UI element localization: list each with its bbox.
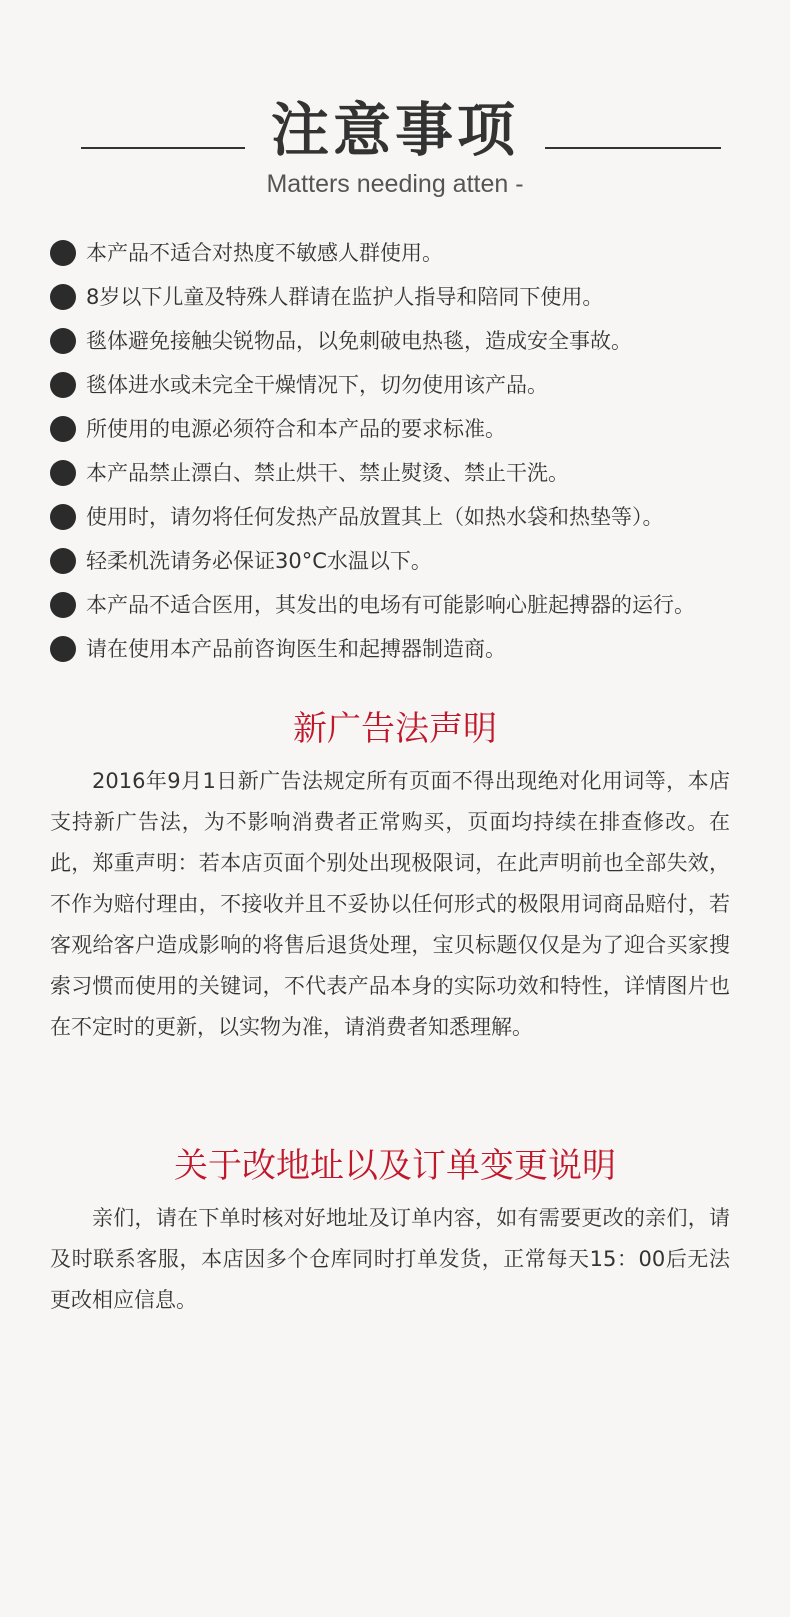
note-text: 本产品不适合对热度不敏感人群使用。	[86, 241, 443, 265]
note-text: 本产品禁止漂白、禁止烘干、禁止熨烫、禁止干洗。	[86, 461, 569, 485]
bullet-icon	[50, 548, 76, 574]
page-title: 注意事项	[270, 96, 519, 164]
bullet-icon	[50, 460, 76, 486]
ad-law-body: 2016年9月1日新广告法规定所有页面不得出现绝对化用词等，本店支持新广告法，为不影响消费者正常购买，页面均持续在排查修改。在此，郑重声明：若本店页面个别处出现极限词，在此声明前也全部失效，不作为赔付理由，不接收并且不妥协以任何形式的极限用词商品赔付，若客观给客户造成影响的将售后退货处理，宝贝标题仅仅是为了迎合买家搜索习惯而使用的关键词，不代表产品本身的实际功效和特性，详情图片也在不定时的更新，以实物为准，请消费者知悉理解。	[50, 769, 730, 1039]
address-change-title: 关于改地址以及订单变更说明	[174, 1146, 616, 1186]
note-text: 所使用的电源必须符合和本产品的要求标准。	[86, 417, 506, 441]
bullet-icon	[50, 284, 76, 310]
note-item	[50, 370, 785, 414]
note-item	[50, 590, 785, 634]
note-item	[50, 502, 785, 546]
header	[0, 95, 790, 165]
note-item	[50, 458, 785, 502]
note-text: 本产品不适合医用，其发出的电场有可能影响心脏起搏器的运行。	[86, 593, 695, 617]
note-text: 请在使用本产品前咨询医生和起搏器制造商。	[86, 637, 506, 661]
bullet-icon	[50, 372, 76, 398]
bullet-icon	[50, 416, 76, 442]
header-divider-right	[545, 147, 721, 149]
bullet-icon	[50, 504, 76, 530]
note-text: 轻柔机洗请务必保证30°C水温以下。	[86, 549, 432, 573]
ad-law-title: 新广告法声明	[293, 709, 497, 749]
page-subtitle: Matters needing atten -	[266, 170, 524, 198]
note-text: 毯体进水或未完全干燥情况下，切勿使用该产品。	[86, 373, 548, 397]
bullet-icon	[50, 636, 76, 662]
note-item	[50, 546, 785, 590]
note-item	[50, 634, 785, 678]
address-change-body: 亲们，请在下单时核对好地址及订单内容，如有需要更改的亲们，请及时联系客服，本店因多个仓库同时打单发货，正常每天15：00后无法更改相应信息。	[50, 1206, 730, 1312]
note-item	[50, 282, 785, 326]
notes-list	[50, 238, 785, 678]
note-text: 8岁以下儿童及特殊人群请在监护人指导和陪同下使用。	[86, 285, 604, 309]
bullet-icon	[50, 592, 76, 618]
note-item	[50, 238, 785, 282]
note-text: 毯体避免接触尖锐物品，以免刺破电热毯，造成安全事故。	[86, 329, 632, 353]
note-text: 使用时，请勿将任何发热产品放置其上（如热水袋和热垫等）。	[86, 505, 664, 529]
bullet-icon	[50, 240, 76, 266]
note-item	[50, 326, 785, 370]
note-item	[50, 414, 785, 458]
bullet-icon	[50, 328, 76, 354]
